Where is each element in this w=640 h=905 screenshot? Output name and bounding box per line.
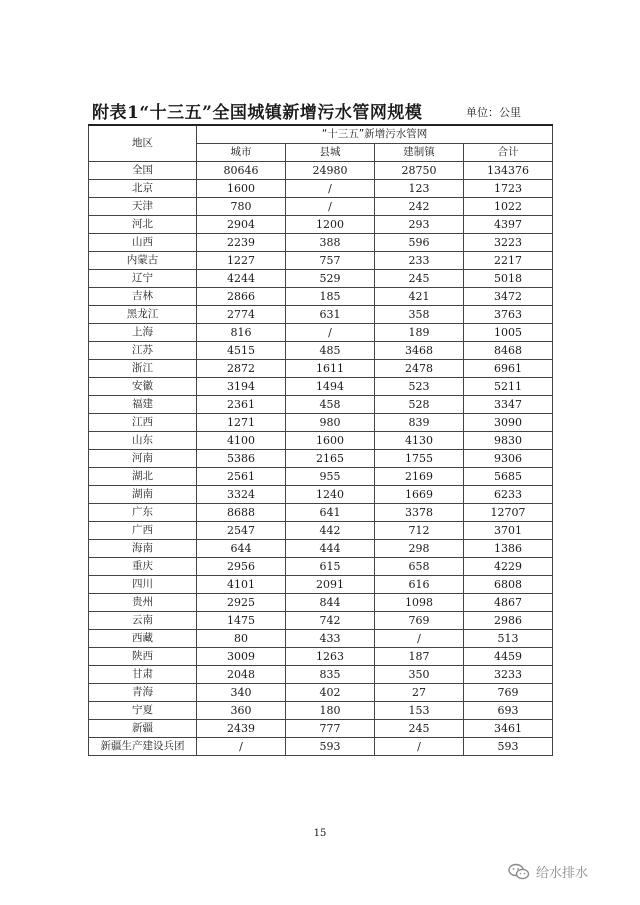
value-cell: 769 (464, 684, 553, 702)
region-cell: 新疆生产建设兵团 (89, 738, 197, 756)
value-cell: 2439 (197, 720, 286, 738)
table-row (89, 216, 553, 234)
value-cell: 24980 (286, 162, 375, 180)
value-cell: 458 (286, 396, 375, 414)
value-cell: 6808 (464, 576, 553, 594)
value-cell: 712 (375, 522, 464, 540)
value-cell: 777 (286, 720, 375, 738)
region-cell: 河北 (89, 216, 197, 234)
table-row (89, 396, 553, 414)
value-cell: 835 (286, 666, 375, 684)
value-cell: 153 (375, 702, 464, 720)
value-cell: 839 (375, 414, 464, 432)
value-cell: 1611 (286, 360, 375, 378)
table-body (89, 162, 553, 756)
region-cell: 黑龙江 (89, 306, 197, 324)
value-cell: 340 (197, 684, 286, 702)
page-number: 15 (313, 828, 327, 839)
value-cell: 4130 (375, 432, 464, 450)
table-row (89, 630, 553, 648)
value-cell: 4101 (197, 576, 286, 594)
value-cell: 615 (286, 558, 375, 576)
value-cell: 8688 (197, 504, 286, 522)
table-row (89, 558, 553, 576)
region-cell: 辽宁 (89, 270, 197, 288)
value-cell: 27 (375, 684, 464, 702)
table-row (89, 522, 553, 540)
table-row (89, 612, 553, 630)
region-cell: 云南 (89, 612, 197, 630)
value-cell: 245 (375, 270, 464, 288)
value-cell: 1227 (197, 252, 286, 270)
wechat-icon (508, 863, 530, 881)
region-cell: 江西 (89, 414, 197, 432)
value-cell: 5018 (464, 270, 553, 288)
value-cell: 2866 (197, 288, 286, 306)
table-row (89, 576, 553, 594)
table-row (89, 594, 553, 612)
table-row (89, 702, 553, 720)
value-cell: / (286, 324, 375, 342)
column-header-city: 城市 (197, 144, 286, 162)
value-cell: 513 (464, 630, 553, 648)
table-row (89, 252, 553, 270)
value-cell: 2925 (197, 594, 286, 612)
value-cell: 616 (375, 576, 464, 594)
value-cell: 1200 (286, 216, 375, 234)
value-cell: 1386 (464, 540, 553, 558)
value-cell: 631 (286, 306, 375, 324)
value-cell: 2361 (197, 396, 286, 414)
value-cell: / (286, 180, 375, 198)
value-cell: 360 (197, 702, 286, 720)
value-cell: 844 (286, 594, 375, 612)
value-cell: 2478 (375, 360, 464, 378)
value-cell: 1005 (464, 324, 553, 342)
value-cell: 5685 (464, 468, 553, 486)
value-cell: 2872 (197, 360, 286, 378)
value-cell: 757 (286, 252, 375, 270)
region-cell: 天津 (89, 198, 197, 216)
table-row (89, 468, 553, 486)
value-cell: 1723 (464, 180, 553, 198)
region-cell: 陕西 (89, 648, 197, 666)
value-cell: 80646 (197, 162, 286, 180)
region-cell: 上海 (89, 324, 197, 342)
value-cell: 293 (375, 216, 464, 234)
value-cell: 3009 (197, 648, 286, 666)
region-cell: 全国 (89, 162, 197, 180)
value-cell: 780 (197, 198, 286, 216)
region-cell: 重庆 (89, 558, 197, 576)
value-cell: 2547 (197, 522, 286, 540)
value-cell: 2091 (286, 576, 375, 594)
value-cell: 2986 (464, 612, 553, 630)
value-cell: 5211 (464, 378, 553, 396)
value-cell: 485 (286, 342, 375, 360)
table-row (89, 162, 553, 180)
value-cell: 187 (375, 648, 464, 666)
table-row (89, 378, 553, 396)
table-row (89, 306, 553, 324)
value-cell: 2169 (375, 468, 464, 486)
column-header-county: 县城 (286, 144, 375, 162)
region-cell: 北京 (89, 180, 197, 198)
table-row (89, 666, 553, 684)
value-cell: 180 (286, 702, 375, 720)
value-cell: 134376 (464, 162, 553, 180)
table-row (89, 180, 553, 198)
value-cell: 1475 (197, 612, 286, 630)
value-cell: 596 (375, 234, 464, 252)
region-cell: 贵州 (89, 594, 197, 612)
value-cell: 28750 (375, 162, 464, 180)
value-cell: 80 (197, 630, 286, 648)
region-cell: 宁夏 (89, 702, 197, 720)
value-cell: 298 (375, 540, 464, 558)
region-cell: 吉林 (89, 288, 197, 306)
value-cell: 1755 (375, 450, 464, 468)
value-cell: 523 (375, 378, 464, 396)
value-cell: 2239 (197, 234, 286, 252)
value-cell: 955 (286, 468, 375, 486)
region-cell: 湖南 (89, 486, 197, 504)
value-cell: 1271 (197, 414, 286, 432)
region-header: 地区 (89, 125, 197, 162)
value-cell: 742 (286, 612, 375, 630)
value-cell: 593 (286, 738, 375, 756)
value-cell: 6233 (464, 486, 553, 504)
value-cell: 528 (375, 396, 464, 414)
region-cell: 浙江 (89, 360, 197, 378)
page-title: 附表1“十三五”全国城镇新增污水管网规模 (92, 103, 423, 123)
region-cell: 湖北 (89, 468, 197, 486)
value-cell: 233 (375, 252, 464, 270)
value-cell: 658 (375, 558, 464, 576)
value-cell: 1098 (375, 594, 464, 612)
table-row (89, 414, 553, 432)
value-cell: 644 (197, 540, 286, 558)
value-cell: 3378 (375, 504, 464, 522)
value-cell: 2904 (197, 216, 286, 234)
watermark (508, 862, 588, 881)
value-cell: 4515 (197, 342, 286, 360)
value-cell: 1669 (375, 486, 464, 504)
value-cell: 1600 (197, 180, 286, 198)
value-cell: 9306 (464, 450, 553, 468)
value-cell: 693 (464, 702, 553, 720)
value-cell: 980 (286, 414, 375, 432)
value-cell: / (197, 738, 286, 756)
region-cell: 新疆 (89, 720, 197, 738)
region-cell: 四川 (89, 576, 197, 594)
value-cell: 3194 (197, 378, 286, 396)
value-cell: 6961 (464, 360, 553, 378)
region-cell: 广西 (89, 522, 197, 540)
value-cell: 3763 (464, 306, 553, 324)
value-cell: 3472 (464, 288, 553, 306)
value-cell: 3461 (464, 720, 553, 738)
value-cell: 12707 (464, 504, 553, 522)
value-cell: 1022 (464, 198, 553, 216)
value-cell: 5386 (197, 450, 286, 468)
table-row (89, 648, 553, 666)
unit-label: 单位：公里 (466, 106, 521, 119)
value-cell: 4459 (464, 648, 553, 666)
region-cell: 广东 (89, 504, 197, 522)
value-cell: 4867 (464, 594, 553, 612)
value-cell: 3223 (464, 234, 553, 252)
table-row (89, 342, 553, 360)
value-cell: 1240 (286, 486, 375, 504)
value-cell: 3468 (375, 342, 464, 360)
value-cell: 2048 (197, 666, 286, 684)
value-cell: 433 (286, 630, 375, 648)
table-row (89, 720, 553, 738)
value-cell: 358 (375, 306, 464, 324)
table-row (89, 486, 553, 504)
region-cell: 山西 (89, 234, 197, 252)
region-cell: 海南 (89, 540, 197, 558)
table-row (89, 360, 553, 378)
value-cell: 2561 (197, 468, 286, 486)
value-cell: 769 (375, 612, 464, 630)
value-cell: 4229 (464, 558, 553, 576)
value-cell: 3233 (464, 666, 553, 684)
value-cell: 1494 (286, 378, 375, 396)
table-row (89, 504, 553, 522)
value-cell: 3324 (197, 486, 286, 504)
column-header-total: 合计 (464, 144, 553, 162)
table-row (89, 324, 553, 342)
group-header: “十三五”新增污水管网 (197, 125, 553, 144)
value-cell: 350 (375, 666, 464, 684)
value-cell: 641 (286, 504, 375, 522)
value-cell: 189 (375, 324, 464, 342)
value-cell: 4397 (464, 216, 553, 234)
table-row (89, 270, 553, 288)
value-cell: 816 (197, 324, 286, 342)
region-cell: 青海 (89, 684, 197, 702)
value-cell: 8468 (464, 342, 553, 360)
value-cell: 2956 (197, 558, 286, 576)
value-cell: 245 (375, 720, 464, 738)
value-cell: / (375, 630, 464, 648)
value-cell: 4244 (197, 270, 286, 288)
data-table (88, 124, 553, 756)
value-cell: 2165 (286, 450, 375, 468)
value-cell: 3090 (464, 414, 553, 432)
value-cell: 402 (286, 684, 375, 702)
region-cell: 河南 (89, 450, 197, 468)
region-cell: 江苏 (89, 342, 197, 360)
region-cell: 内蒙古 (89, 252, 197, 270)
region-cell: 西藏 (89, 630, 197, 648)
value-cell: 4100 (197, 432, 286, 450)
value-cell: 2774 (197, 306, 286, 324)
value-cell: 1263 (286, 648, 375, 666)
table-row (89, 234, 553, 252)
table-row (89, 432, 553, 450)
region-cell: 山东 (89, 432, 197, 450)
value-cell: 421 (375, 288, 464, 306)
value-cell: 3347 (464, 396, 553, 414)
region-cell: 甘肃 (89, 666, 197, 684)
table-row (89, 198, 553, 216)
value-cell: 1600 (286, 432, 375, 450)
value-cell: 185 (286, 288, 375, 306)
table-row (89, 450, 553, 468)
value-cell: 388 (286, 234, 375, 252)
value-cell: 123 (375, 180, 464, 198)
column-header-town: 建制镇 (375, 144, 464, 162)
value-cell: 242 (375, 198, 464, 216)
value-cell: / (375, 738, 464, 756)
value-cell: 3701 (464, 522, 553, 540)
value-cell: 444 (286, 540, 375, 558)
value-cell: / (286, 198, 375, 216)
region-cell: 福建 (89, 396, 197, 414)
value-cell: 442 (286, 522, 375, 540)
table-row (89, 738, 553, 756)
value-cell: 2217 (464, 252, 553, 270)
table-row (89, 288, 553, 306)
value-cell: 529 (286, 270, 375, 288)
table-row (89, 684, 553, 702)
value-cell: 9830 (464, 432, 553, 450)
watermark-text: 给水排水 (536, 866, 589, 881)
region-cell: 安徽 (89, 378, 197, 396)
value-cell: 593 (464, 738, 553, 756)
table-row (89, 540, 553, 558)
